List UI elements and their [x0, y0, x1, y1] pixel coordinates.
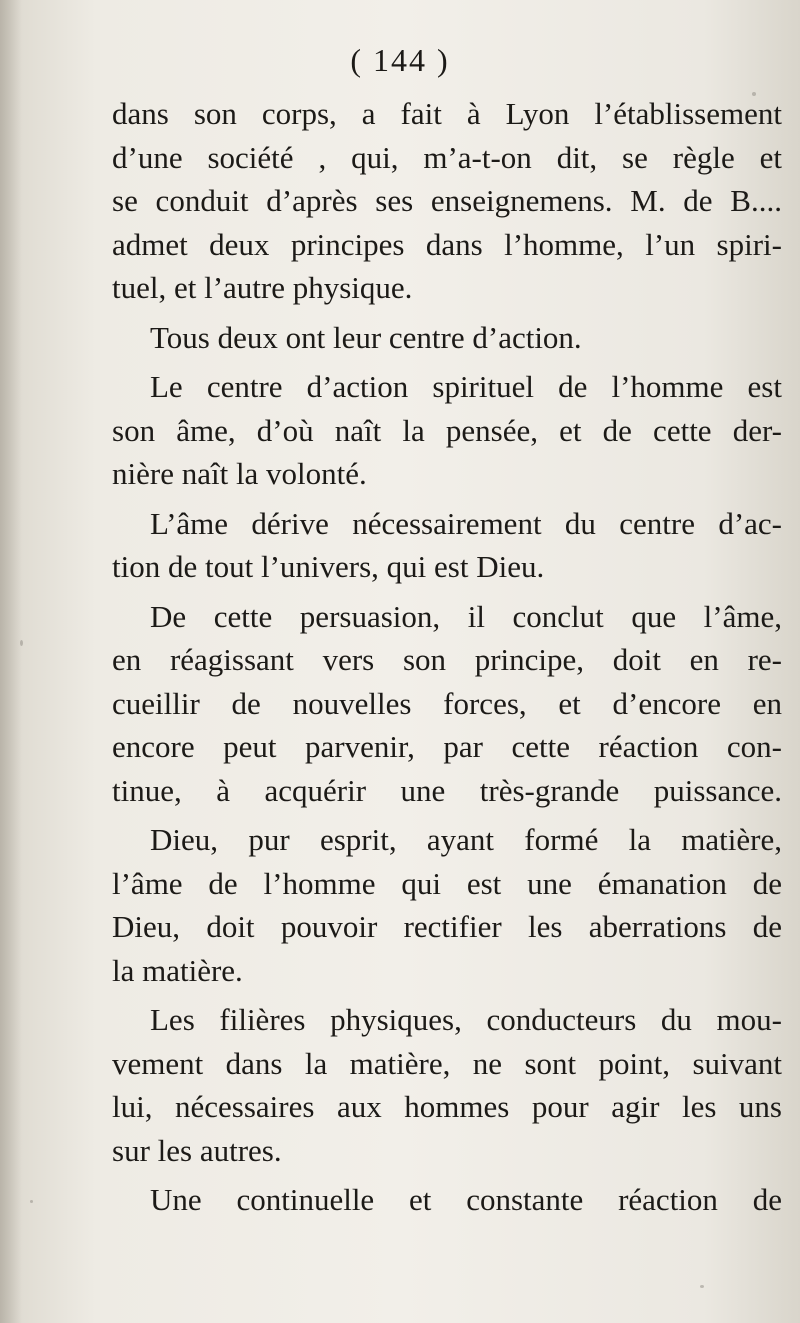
paragraph [112, 365, 782, 496]
paper-speck [20, 640, 23, 646]
text-line: Les filières physiques, conducteurs du mou- [150, 1002, 782, 1037]
text-line: d’une société , qui, m’a-t-on dit, se règle et [112, 139, 782, 175]
paper-speck [30, 1200, 33, 1203]
paragraph [112, 1178, 782, 1222]
page-number: ( 144 ) [350, 42, 450, 78]
text-line: son âme, d’où naît la pensée, et de cette der- [112, 412, 782, 448]
text-line: L’âme dérive nécessairement du centre d’ac- [150, 505, 782, 541]
gutter-shadow [0, 0, 22, 1323]
text-line: admet deux principes dans l’homme, l’un spiri- [112, 226, 782, 262]
text-line: lui, nécessaires aux hommes pour agir les uns [112, 1089, 782, 1124]
paper-speck [700, 1285, 704, 1288]
text-line: la matière. [112, 952, 243, 988]
paragraph [112, 92, 782, 310]
text-line: dans son corps, a fait à Lyon l’établissement [112, 96, 782, 131]
text-line: Le centre d’action spirituel de l’homme est [150, 369, 782, 404]
text-line: tuel, et l’autre physique. [112, 270, 413, 305]
text-line: l’âme de l’homme qui est une émanation de [112, 865, 782, 901]
text-line: en réagissant vers son principe, doit en re- [112, 642, 782, 677]
text-line: encore peut parvenir, par cette réaction con- [112, 729, 782, 764]
text-line: Dieu, pur esprit, ayant formé la matière, [150, 822, 782, 857]
text-line: se conduit d’après ses enseignemens. M. de B.... [112, 183, 782, 218]
body-text [112, 92, 782, 1222]
text-line: Une continuelle et constante réaction de [150, 1182, 782, 1217]
paper-speck [752, 92, 756, 96]
text-line: De cette persuasion, il conclut que l’âme, [150, 598, 782, 634]
text-line: cueillir de nouvelles forces, et d’encore en [112, 685, 782, 721]
text-line: tion de tout l’univers, qui est Dieu. [112, 549, 545, 584]
paragraph [112, 998, 782, 1172]
paragraph [112, 316, 782, 360]
paragraph [112, 818, 782, 992]
paragraph [112, 502, 782, 589]
text-line: tinue, à acquérir une très-grande puissance. [112, 772, 782, 808]
text-line: Dieu, doit pouvoir rectifier les aberrations de [112, 909, 782, 944]
text-line: nière naît la volonté. [112, 456, 367, 491]
text-line: Tous deux ont leur centre d’action. [150, 319, 582, 355]
paragraph [112, 595, 782, 813]
text-line: vement dans la matière, ne sont point, suivant [112, 1045, 782, 1081]
text-line: sur les autres. [112, 1132, 282, 1168]
